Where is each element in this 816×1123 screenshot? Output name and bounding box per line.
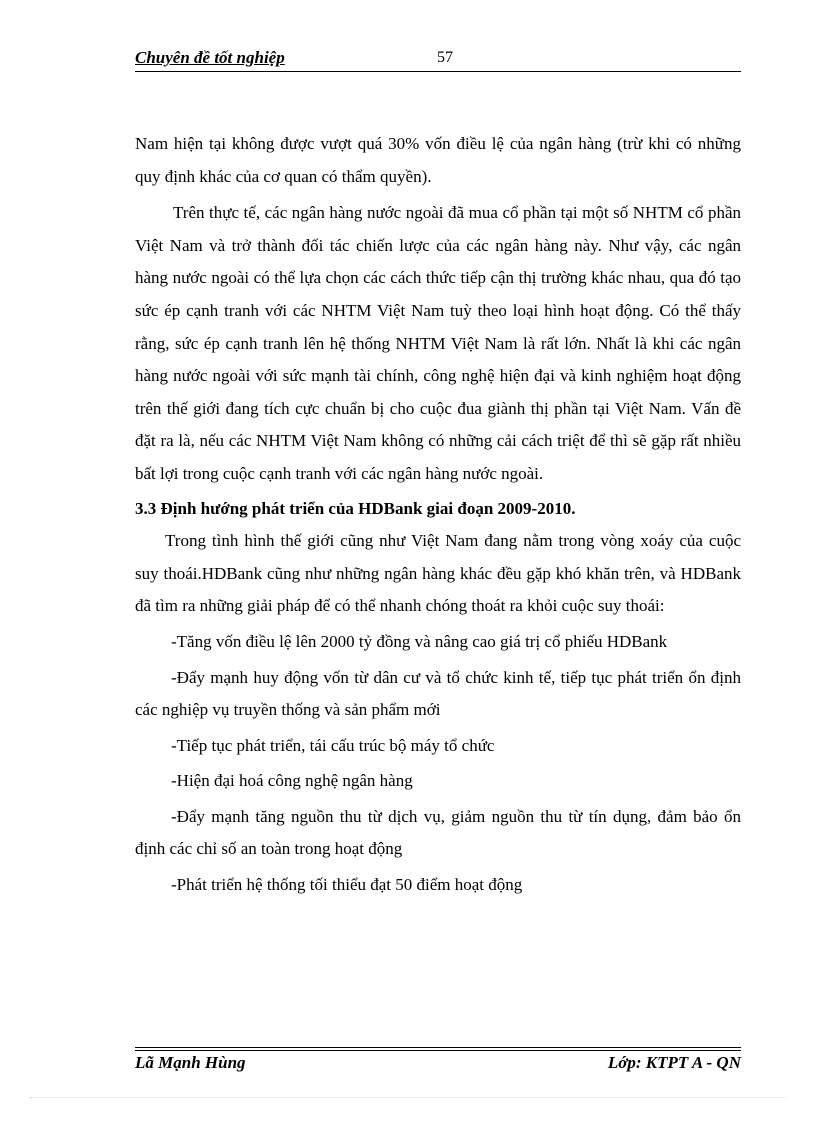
- body-paragraph: Trong tình hình thế giới cũng như Việt Nam đang nằm trong vòng xoáy của cuộc suy thoái.HDBank cũng như những ngân hàng khác đều gặp khó khăn trên, và HDBank đã tìm ra những giải pháp để có thể nhanh chóng thoát ra khỏi cuộc suy thoái:: [135, 531, 741, 616]
- footer-rule-bottom: [135, 1050, 741, 1051]
- page-bottom-edge: [30, 1097, 786, 1098]
- list-item: -Đẩy mạnh tăng nguồn thu từ dịch vụ, giảm nguồn thu từ tín dụng, đảm bảo ổn định các chỉ số an toàn trong hoạt động: [135, 806, 741, 859]
- header-rule: [135, 71, 741, 72]
- list-item: -Hiện đại hoá công nghệ ngân hàng: [171, 771, 413, 791]
- list-item: -Phát triển hệ thống tối thiểu đạt 50 điểm hoạt động: [171, 875, 523, 895]
- list-item: -Tăng vốn điều lệ lên 2000 tỷ đồng và nâng cao giá trị cổ phiếu HDBank: [171, 631, 668, 651]
- footer-rule-top: [135, 1047, 741, 1048]
- page-content: [135, 128, 741, 902]
- page-number: 57: [437, 49, 453, 66]
- list-item: -Tiếp tục phát triển, tái cấu trúc bộ máy tổ chức: [171, 735, 495, 755]
- list-item: -Đẩy mạnh huy động vốn từ dân cư và tổ chức kinh tế, tiếp tục phát triển ổn định các nghiệp vụ truyền thống và sản phẩm mới: [135, 667, 741, 720]
- author-name: Lã Mạnh Hùng: [135, 1053, 246, 1072]
- document-title: Chuyên đề tốt nghiệp: [135, 48, 285, 67]
- continuation-paragraph: Nam hiện tại không được vượt quá 30% vốn điều lệ của ngân hàng (trừ khi có những quy định khác của cơ quan có thẩm quyền).: [135, 134, 741, 186]
- section-heading: 3.3 Định hướng phát triển của HDBank giai đoạn 2009-2010.: [135, 498, 576, 518]
- page-footer: [135, 1053, 741, 1077]
- body-paragraph: Trên thực tế, các ngân hàng nước ngoài đã mua cổ phần tại một số NHTM cổ phần Việt Nam và trở thành đối tác chiến lược của các ngân hàng này. Như vậy, các ngân hàng nước ngoài có thể lựa chọn các cách thức tiếp cận thị trường khác nhau, qua đó tạo sức ép cạnh tranh với các NHTM Việt Nam tuỳ theo loại hình hoạt động. Có thể thấy rằng, sức ép cạnh tranh lên hệ thống NHTM Việt Nam là rất lớn. Nhất là khi các ngân hàng nước ngoài với sức mạnh tài chính, công nghệ hiện đại và kinh nghiệm hoạt động trên thế giới đang tích cực chuẩn bị cho cuộc đua giành thị phần tại Việt Nam. Vấn đề đặt ra là, nếu các NHTM Việt Nam không có những cải cách triệt để thì sẽ gặp rất nhiều bất lợi trong cuộc cạnh tranh với các ngân hàng nước ngoài.: [135, 203, 741, 483]
- class-label: Lớp: KTPT A - QN: [607, 1053, 741, 1072]
- page-header: [135, 48, 741, 72]
